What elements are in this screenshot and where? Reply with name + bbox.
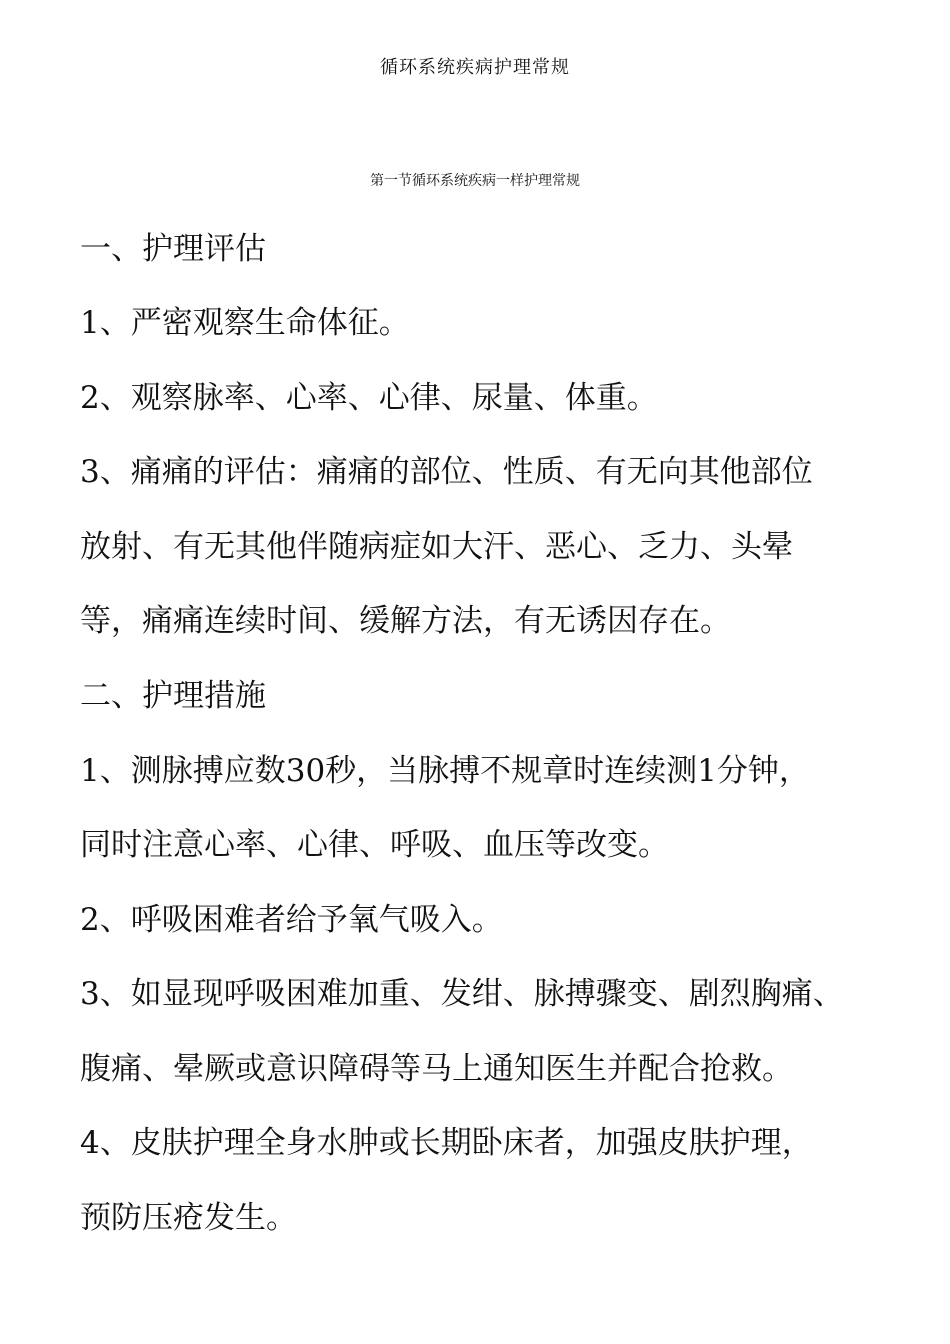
paragraph-line: 等，痛痛连续时间、缓解方法，有无诱因存在。 — [80, 603, 731, 639]
section-title: 第一节循环系统疾病一样护理常规 — [370, 173, 580, 189]
heading-measures: 二、护理措施 — [80, 678, 266, 714]
heading-assessment: 一、护理评估 — [80, 231, 266, 267]
paragraph-line: 1、严密观察生命体征。 — [80, 305, 410, 341]
paragraph-line: 同时注意心率、心律、呼吸、血压等改变。 — [80, 827, 669, 863]
document-title: 循环系统疾病护理常规 — [380, 57, 570, 78]
paragraph-line: 腹痛、晕厥或意识障碍等马上通知医生并配合抢救。 — [80, 1051, 793, 1087]
paragraph-line: 2、呼吸困难者给予氧气吸入。 — [80, 902, 503, 938]
paragraph-line: 放射、有无其他伴随病症如大汗、恶心、乏力、头晕 — [80, 529, 793, 565]
paragraph-line: 4、皮肤护理全身水肿或长期卧床者，加强皮肤护理， — [80, 1125, 813, 1161]
paragraph-line: 3、如显现呼吸困难加重、发绀、脉搏骤变、剧烈胸痛、 — [80, 976, 844, 1012]
paragraph-line: 预防压疮发生。 — [80, 1200, 297, 1236]
paragraph-line: 3、痛痛的评估：痛痛的部位、性质、有无向其他部位 — [80, 454, 813, 490]
paragraph-line: 2、观察脉率、心率、心律、尿量、体重。 — [80, 380, 658, 416]
paragraph-line: 1、测脉搏应数30秒，当脉搏不规章时连续测1分钟， — [80, 753, 810, 789]
